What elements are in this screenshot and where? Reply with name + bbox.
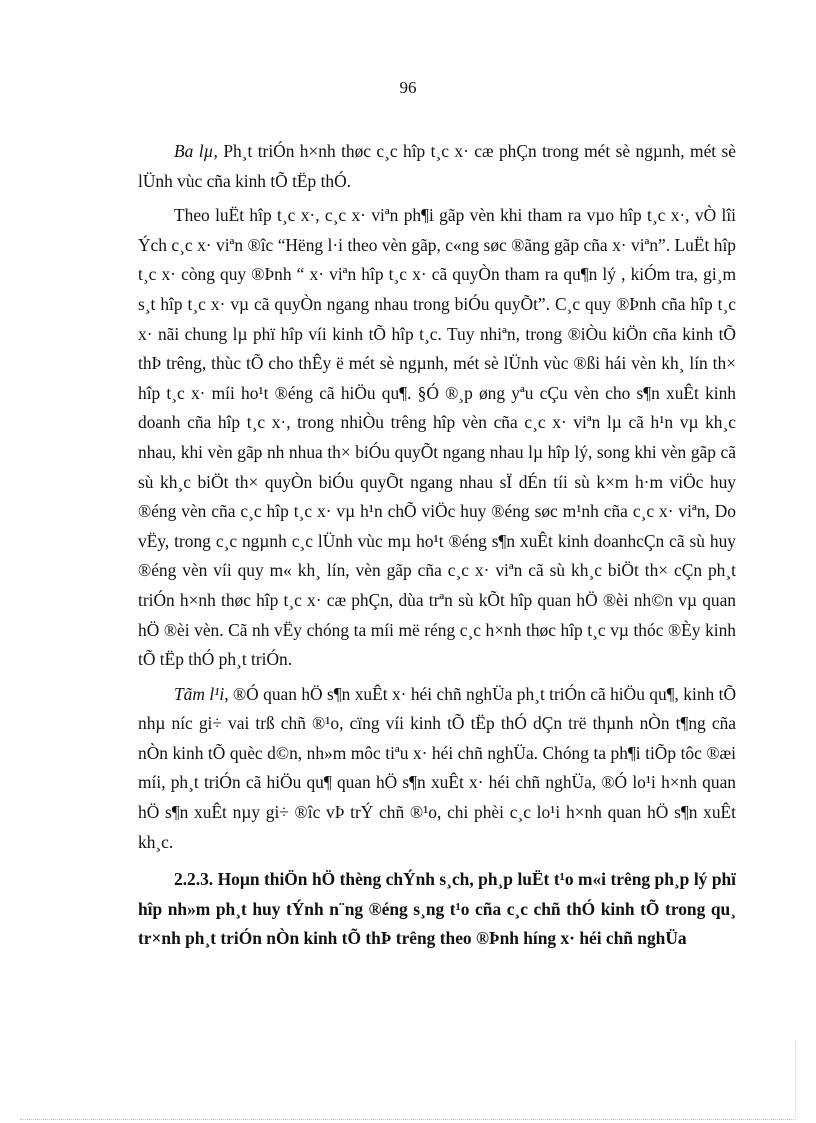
margin-divider xyxy=(795,1040,796,1120)
paragraph-text: Ph¸t triÓn h×nh thøc c¸c hîp t¸c x· cæ phÇn trong mét sè ngµnh, mét sè lÜnh vùc cña kinh tÕ tËp thÓ. xyxy=(138,141,736,191)
paragraph-tom-lai xyxy=(138,680,736,858)
footer-divider xyxy=(20,1119,796,1120)
paragraph-theo-luat xyxy=(138,201,736,675)
page-number: 96 xyxy=(399,78,417,97)
paragraph-lead: Ba lµ, xyxy=(174,141,218,161)
paragraph-text: Theo luËt hîp t¸c x·, c¸c x· viªn ph¶i gãp vèn khi tham ra vµo hîp t¸c x·, vÒ lîi Ých c¸c x· viªn ®îc “Hëng l·i theo vèn gãp, c«ng søc ®ãng gãp cña x· viªn”. LuËt hîp t¸c x· còng quy ®Þnh “ x· viªn hîp t¸c x· cã quyÒn tham ra qu¶n lý , kiÓm tra, gi¸m s¸t hîp t¸c x· vµ cã quyÒn ngang nhau trong biÓu quyÕt”. C¸c quy ®Þnh cña hîp t¸c x· nãi chung lµ phï hîp víi kinh tÕ hîp t¸c. Tuy nhiªn, trong ®iÒu kiÖn cña kinh tÕ thÞ trêng, thùc tÕ cho thÊy ë mét sè ngµnh, mét sè lÜnh vùc ®ßi hái vèn kh¸ lín th× hîp t¸c x· míi ho¹t ®éng cã hiÖu qu¶. §Ó ®¸p øng yªu cÇu vèn cho s¶n xuÊt kinh doanh cña hîp t¸c x·, trong nhiÒu trêng hîp vèn cña c¸c x· viªn lµ cã h¹n vµ kh¸c nhau, khi vèn gãp nh nhua th× biÓu quyÕt ngang nhau lµ hîp lý, song khi vèn gãp cã sù kh¸c biÖt th× quyÒn biÓu quyÕt ngang nhau sÏ dÉn tíi sù k×m h·m viÖc huy ®éng vèn cña c¸c hîp t¸c x· vµ h¹n chÕ viÖc huy ®éng søc m¹nh cña c¸c x· viªn, Do vËy, trong c¸c ngµnh c¸c lÜnh vùc mµ ho¹t ®éng s¶n xuÊt kinh doanhcÇn cã sù huy ®éng vèn víi quy m« kh¸ lín, vèn gãp cña c¸c x· viªn cã sù kh¸c biÖt th× cÇn ph¸t triÓn h×nh thøc hîp t¸c x· cæ phÇn, dùa trªn sù kÕt hîp quan hÖ ®èi nh©n vµ quan hÖ ®èi vèn. Cã nh vËy chóng ta míi më réng c¸c h×nh thøc hîp t¸c vµ thóc ®Èy kinh tÕ tËp thÓ ph¸t triÓn. xyxy=(138,205,736,670)
paragraph-text: ®Ó quan hÖ s¶n xuÊt x· héi chñ nghÜa ph¸t triÓn cã hiÖu qu¶, kinh tÕ nhµ níc gi÷ vai trß chñ ®¹o, cïng víi kinh tÕ tËp thÓ dÇn trë thµnh nÒn t¶ng cña nÒn kinh tÕ quèc d©n, nh»m môc tiªu x· héi chñ nghÜa. Chóng ta ph¶i tiÕp tôc ®æi míi, ph¸t triÓn cã hiÖu qu¶ quan hÖ s¶n xuÊt x· héi chñ nghÜa, ®Ó lo¹i h×nh quan hÖ s¶n xuÊt nµy gi÷ ®îc vÞ trÝ chñ ®¹o, chi phèi c¸c lo¹i h×nh quan hÖ s¶n xuÊt kh¸c. xyxy=(138,683,737,852)
body-text xyxy=(138,137,736,954)
paragraph-ba-la xyxy=(138,137,736,196)
section-heading: 2.2.3. Hoµn thiÖn hÖ thèng chÝnh s¸ch, ph¸p luËt t¹o m«i trêng ph¸p lý phï hîp nh»m ph¸t huy tÝnh n¨ng ®éng s¸ng t¹o cña c¸c chñ thÓ kinh tÕ trong qu¸ tr×nh ph¸t triÓn nÒn kinh tÕ thÞ trêng theo ®Þnh híng x· héi chñ nghÜa xyxy=(138,869,736,949)
paragraph-lead: Tãm l¹i, xyxy=(174,683,229,704)
